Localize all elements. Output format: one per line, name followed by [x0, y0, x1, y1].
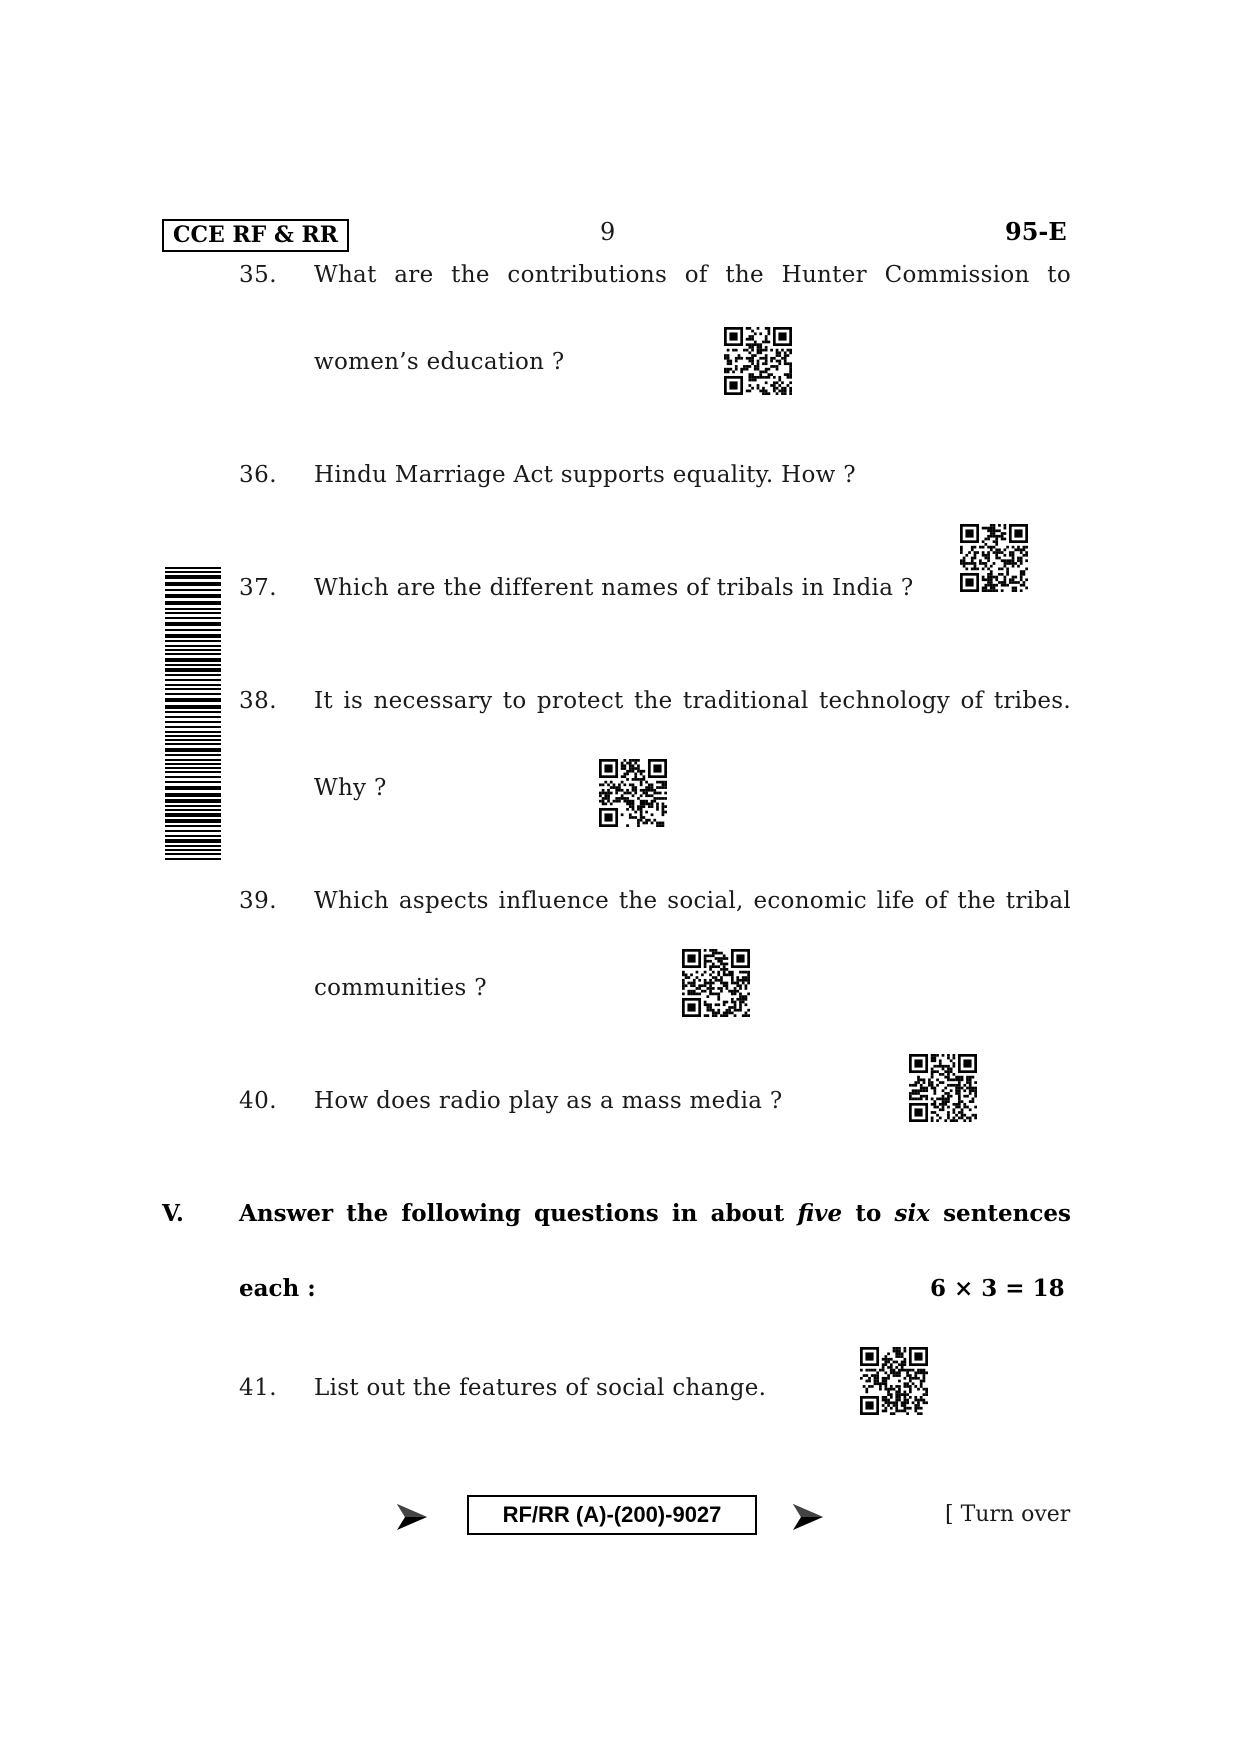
question-text: Which aspects influence the social, economic life of the tribal: [314, 888, 1071, 914]
section-instruction: [239, 1200, 1071, 1227]
instruction-six: six: [894, 1200, 930, 1227]
question-text: How does radio play as a mass media ?: [314, 1088, 783, 1114]
turn-over-note: [ Turn over: [945, 1502, 1071, 1527]
series-box: CCE RF & RR: [162, 219, 349, 252]
question-text: List out the features of social change.: [314, 1375, 767, 1401]
question-text: What are the contributions of the Hunter Commission to: [314, 262, 1071, 288]
instruction-part2: sentences: [943, 1200, 1071, 1227]
question-text: Which are the different names of tribals in India ?: [314, 575, 914, 601]
footer-code-box: RF/RR (A)-(200)-9027: [467, 1495, 757, 1535]
qr-code-icon: [860, 1347, 928, 1415]
instruction-part1: Answer the following questions in about: [239, 1200, 785, 1227]
qr-code-icon: [682, 949, 750, 1017]
paper-code: 95-E: [1005, 217, 1067, 246]
question-text: Hindu Marriage Act supports equality. How ?: [314, 462, 856, 488]
question-number: 36.: [239, 462, 278, 488]
question-number: 40.: [239, 1088, 278, 1114]
question-text-continued: women’s education ?: [314, 349, 565, 375]
question-text: It is necessary to protect the traditional technology of tribes.: [314, 688, 1071, 714]
question-number: 37.: [239, 575, 278, 601]
question-number: 35.: [239, 262, 278, 288]
qr-code-icon: [599, 759, 667, 827]
question-text-continued: communities ?: [314, 975, 487, 1001]
instruction-five: five: [797, 1200, 843, 1227]
question-number: 38.: [239, 688, 278, 714]
question-text-continued: Why ?: [314, 775, 387, 801]
instruction-to: to: [855, 1200, 882, 1227]
barcode-icon: [165, 567, 221, 863]
qr-code-icon: [909, 1054, 977, 1122]
qr-code-icon: [724, 327, 792, 395]
section-label: V.: [162, 1200, 184, 1227]
arrow-right-icon: [791, 1500, 825, 1534]
page-number: 9: [600, 218, 616, 246]
qr-code-icon: [960, 524, 1028, 592]
question-number: 41.: [239, 1375, 278, 1401]
arrow-right-icon: [395, 1500, 429, 1534]
section-instruction-continued: each :: [239, 1275, 316, 1302]
question-number: 39.: [239, 888, 278, 914]
section-marks: 6 × 3 = 18: [930, 1275, 1065, 1302]
